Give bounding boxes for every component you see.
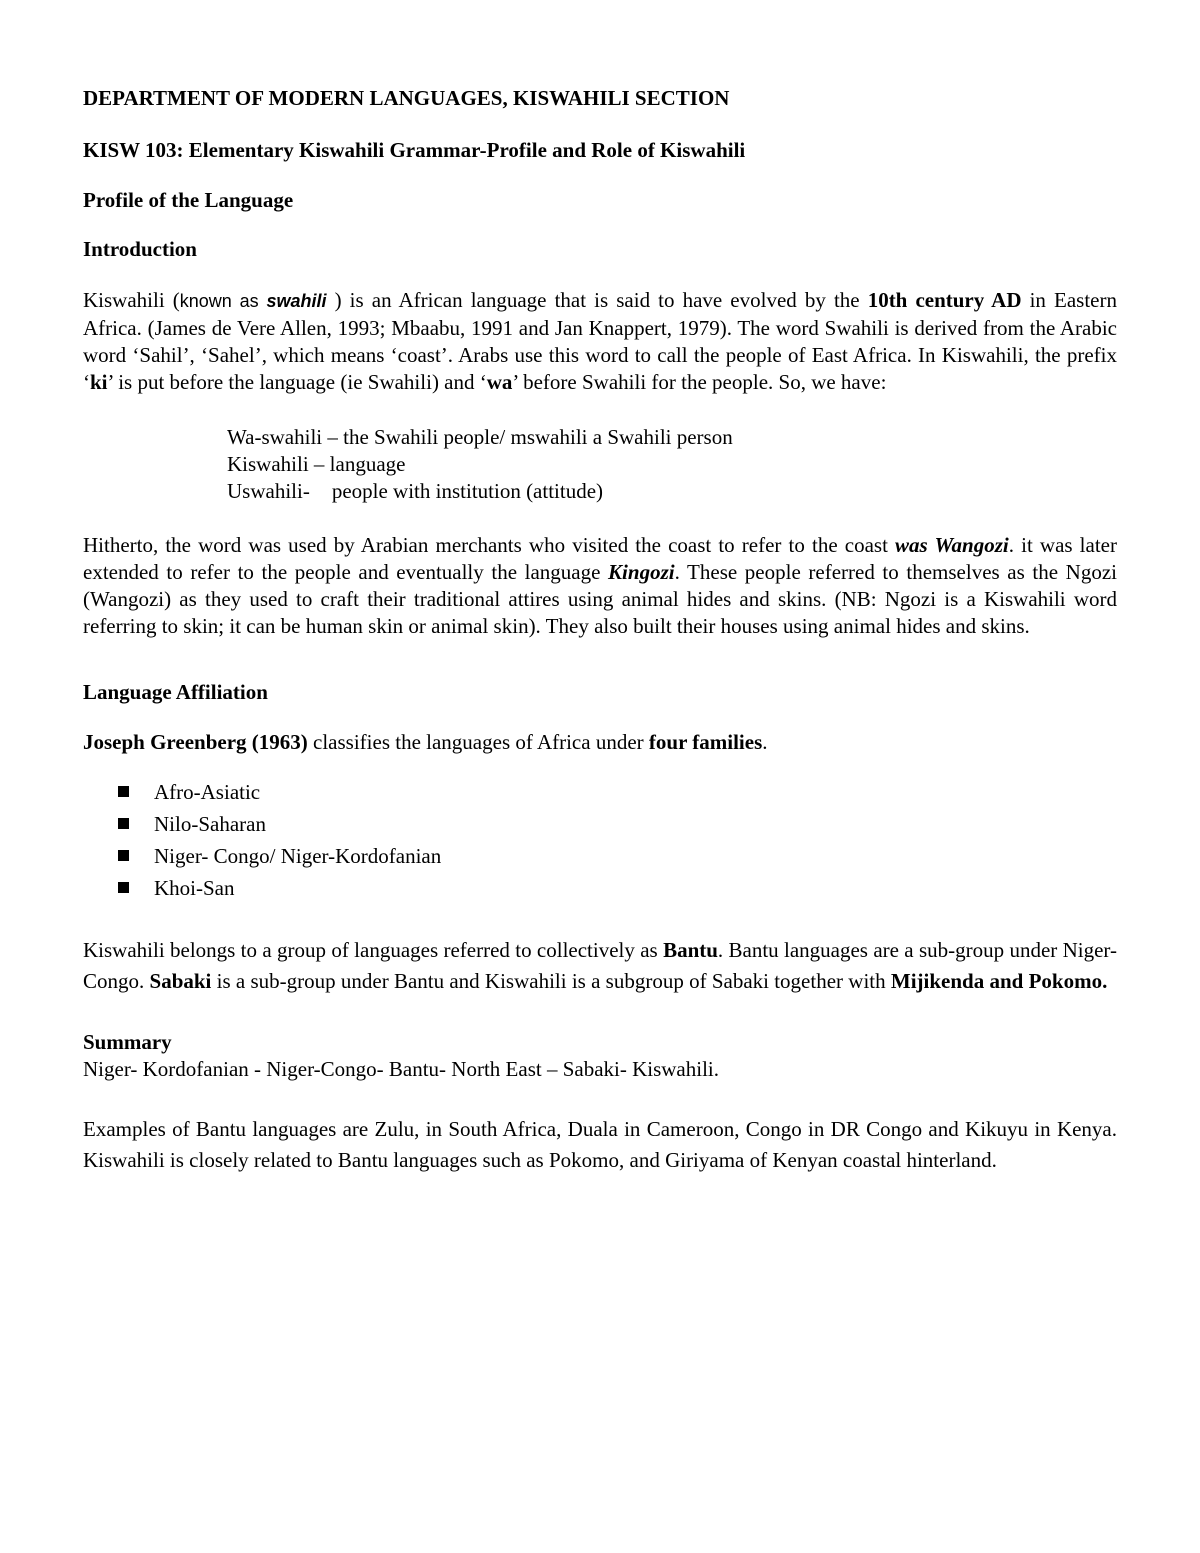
list-item: Khoi-San bbox=[118, 872, 441, 904]
course-title: KISW 103: Elementary Kiswahili Grammar-Profile and Role of Kiswahili bbox=[83, 138, 746, 162]
greenberg-sentence: Joseph Greenberg (1963) classifies the languages of Africa under four families. bbox=[83, 730, 768, 754]
hitherto-paragraph: Hitherto, the word was used by Arabian merchants who visited the coast to refer to the coast was Wangozi. it was later extended to refer to the people and eventually the language Kingozi. These people referred to themselves as the Ngozi (Wangozi) as they used to craft their traditional attires using animal hides and skins. (NB: Ngozi is a Kiswahili word referring to skin; it can be human skin or animal skin). They also built their houses using animal hides and skins. bbox=[83, 533, 1117, 638]
language-families-list bbox=[118, 776, 441, 904]
summary-heading: Summary bbox=[83, 1030, 172, 1054]
introduction-heading: Introduction bbox=[83, 237, 197, 261]
list-item: Afro-Asiatic bbox=[118, 776, 441, 808]
definition-waswahili: Wa-swahili – the Swahili people/ mswahili a Swahili person bbox=[227, 425, 733, 449]
affiliation-heading: Language Affiliation bbox=[83, 680, 268, 704]
list-item: Nilo-Saharan bbox=[118, 808, 441, 840]
square-bullet-icon bbox=[118, 850, 129, 861]
examples-paragraph: Examples of Bantu languages are Zulu, in South Africa, Duala in Cameroon, Congo in DR Congo and Kikuyu in Kenya. Kiswahili is closely related to Bantu languages such as Pokomo, and Giriyama of Kenyan coastal hinterland. bbox=[83, 1117, 1117, 1172]
intro-paragraph: Kiswahili (known as swahili ) is an African language that is said to have evolved by the 10th century AD in Eastern Africa. (James de Vere Allen, 1993; Mbaabu, 1991 and Jan Knappert, 1979). The word Swahili is derived from the Arabic word ‘Sahil’, ‘Sahel’, which means ‘coast’. Arabs use this word to call the people of East Africa. In Kiswahili, the prefix ‘ki’ is put before the language (ie Swahili) and ‘wa’ before Swahili for the people. So, we have: bbox=[83, 288, 1117, 394]
profile-heading: Profile of the Language bbox=[83, 188, 294, 212]
square-bullet-icon bbox=[118, 786, 129, 797]
square-bullet-icon bbox=[118, 818, 129, 829]
bantu-paragraph: Kiswahili belongs to a group of languages referred to collectively as Bantu. Bantu languages are a sub-group under Niger-Congo. Sabaki is a sub-group under Bantu and Kiswahili is a subgroup of Sabaki together with Mijikenda and Pokomo. bbox=[83, 938, 1117, 993]
summary-text: Niger- Kordofanian - Niger-Congo- Bantu- North East – Sabaki- Kiswahili. bbox=[83, 1057, 720, 1081]
definition-uswahili: Uswahili- people with institution (attitude) bbox=[227, 479, 604, 503]
square-bullet-icon bbox=[118, 882, 129, 893]
department-heading: DEPARTMENT OF MODERN LANGUAGES, KISWAHILI SECTION bbox=[83, 86, 730, 110]
list-item: Niger- Congo/ Niger-Kordofanian bbox=[118, 840, 441, 872]
definition-kiswahili: Kiswahili – language bbox=[227, 452, 406, 476]
